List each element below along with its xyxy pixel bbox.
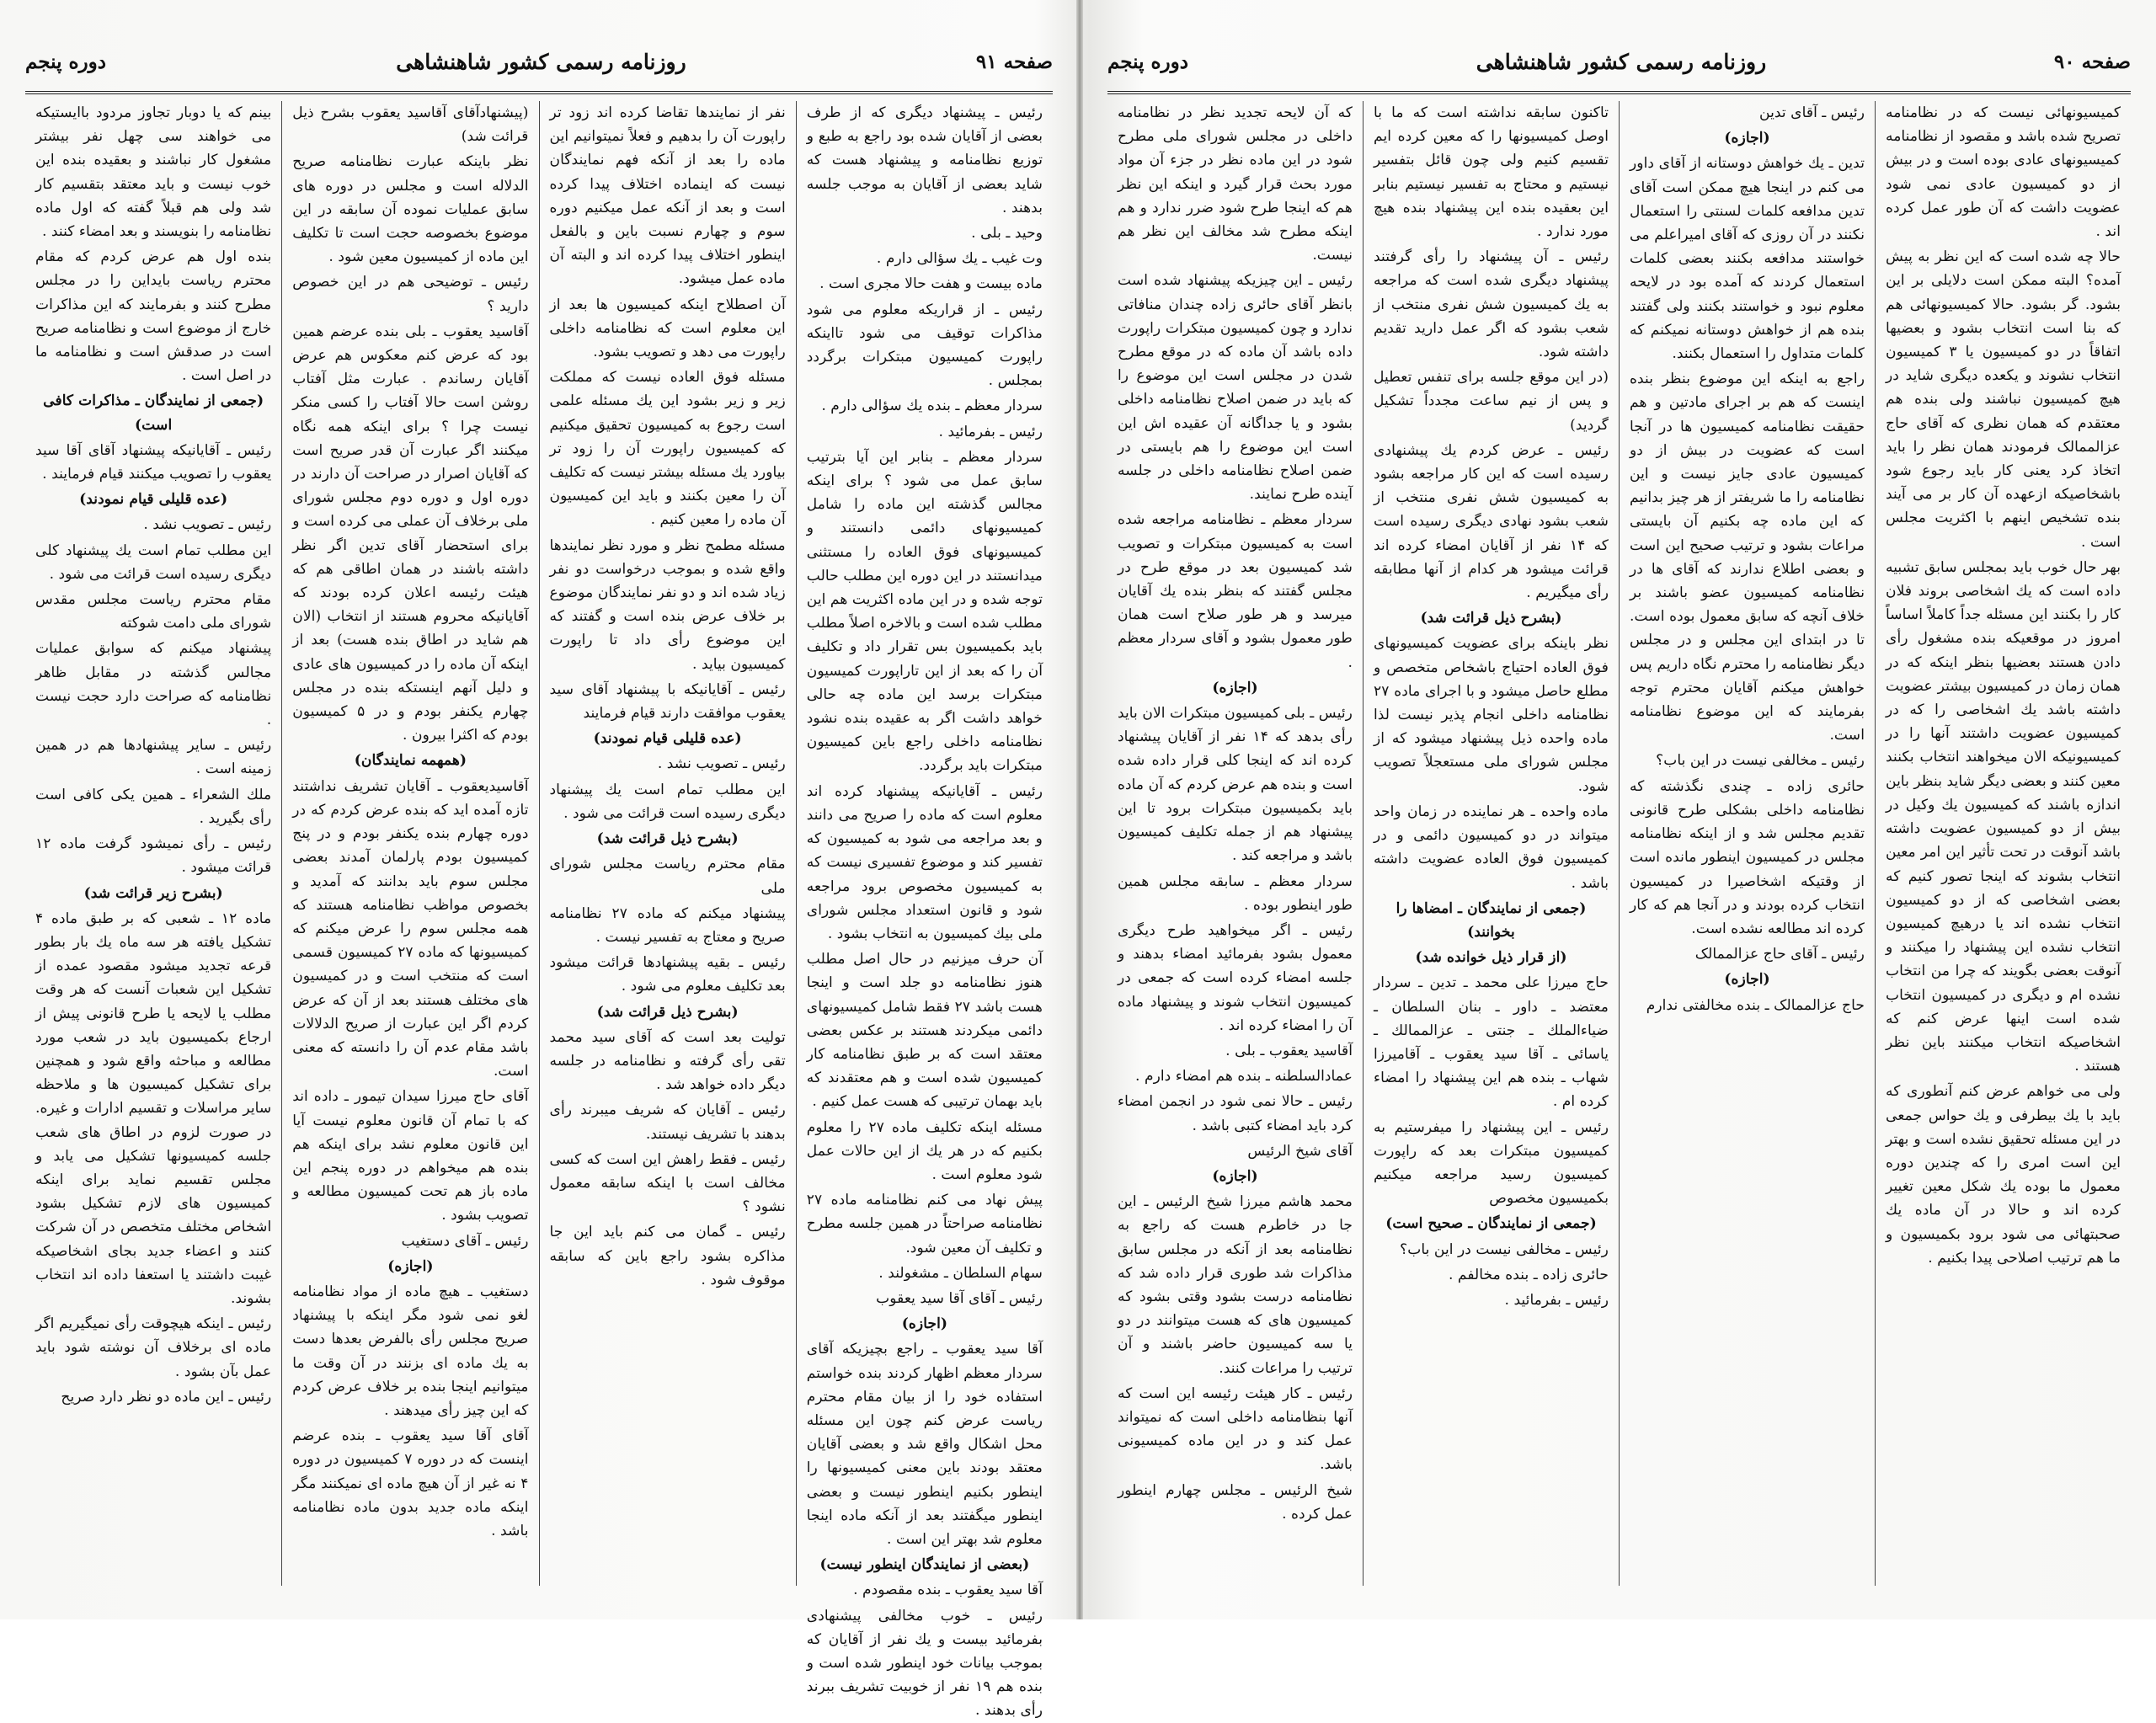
paragraph: نظر باینکه عبارت نظامنامه صریح الدلاله است و مجلس در دوره های سابق عملیات نموده آن سابقه در این موضوع بخصوصه حجت است تا تکلیف این ماده از کمیسیون معین شود . xyxy=(292,153,529,266)
paragraph: تاکنون سابقه نداشته است که ما با اوصل کمیسیونها را که معین کرده ایم تقسیم کنیم ولی چون قائل بتفسیر نیستیم و محتاج به تفسیر نیستیم بنابر این بعقیده بنده این پیشنهاد بنده هیچ مورد ندارد . xyxy=(1374,104,1609,241)
paragraph: رئیس ـ اگر میخواهید طرح دیگری معمول بشود بفرمائید امضاء بدهند و جلسه امضاء کرده است که جمعی در کمیسیون انتخاب شوند و پیشنهاد ماده آن را امضاء کرده اند . xyxy=(1118,921,1353,1034)
paragraph: تدین ـ یك خواهش دوستانه از آقای داور می کنم در اینجا هیچ ممکن است آقای تدین مدافعه کلمات لسنتی را استعمال نکنند در آن روزی که آقای امیراعلم می خواستند مدافعه بکنند بعضی کلمات استعمال کردند که آمده بود در لایحه معلوم نبود و خواستند بکنند ولی گفتند بنده هم از خواهش دوستانه نمیکنم که کلمات متداول را استعمال بکنند. xyxy=(1630,155,1865,363)
paragraph: بنده اول هم عرض کردم که مقام محترم ریاست بایداین را در مجلس مطرح کنند و بفرمایند که این مذاکرات خارج از موضوع است و نظامنامه صریح است در صدقش است و نظامنامه ما در اصل است . xyxy=(35,248,272,385)
paragraph: نظر باینکه برای عضویت کمیسیونهای فوق العاده احتیاج باشخاص متخصص و مطلع حاصل میشود و با اجرای ماده ۲۷ نظامنامه داخلی انجام پذیر نیست لذا ماده واحده ذیل پیشنهاد میشود که از مجلس شورای ملی مستعجلاً تصویب شود. xyxy=(1374,635,1609,795)
left-page xyxy=(0,0,1078,1720)
paragraph: رئیس ـ رأی نمیشود گرفت ماده ۱۲ قرائت میشود . xyxy=(35,835,272,877)
right-page-number: صفحه ۹۰ xyxy=(2053,50,2131,73)
paragraph: رئیس ـ آقایانیکه با پیشنهاد آقای سید یعقوب موافقت دارند قیام فرمایند xyxy=(549,680,786,723)
paragraph: رئیس ـ مخالفی نیست در این باب؟ xyxy=(1656,752,1865,770)
parenthetical-note: (همهمه نمایندگان) xyxy=(354,752,467,770)
parenthetical-note: (عده قلیلی قیام نمودند) xyxy=(593,730,742,748)
right-columns xyxy=(1107,101,2131,1586)
paragraph: رئیس ـ فقط راهش این است که کسی مخالف است با اینکه سابقه معمول نشود ؟ xyxy=(549,1150,786,1216)
left-column-1 xyxy=(796,101,1053,1720)
right-page xyxy=(1082,0,2156,1619)
paragraph: رئیس ـ بفرمائید . xyxy=(1504,1291,1609,1309)
paragraph: رئیس ـ آن پیشنهاد را رأی گرفتند پیشنهاد دیگری شده است که مراجعه به یك کمیسیون شش نفری منتخب از شعب بشود که اگر عمل دارید تقدیم داشته شود. xyxy=(1374,248,1609,361)
left-columns xyxy=(25,101,1053,1720)
paragraph: مقام محترم ریاست مجلس شورای ملی xyxy=(549,856,786,897)
paragraph: آقاسیدیعقوب ـ آقایان تشریف نداشتند تازه آمده اید که بنده عرض کردم که در دوره چهارم بنده یکنفر بودم و در پنج کمیسیون بودم پارلمان آمدند بعضی مجلس سوم باید بدانند که آمدید و بخصوص مواظب نظامنامه هستند که همه مجلس سوم را عرض میکنم که کمیسیونها که ماده ۲۷ کمیسیون قسمی است که منتخب است و در کمیسیون های مختلف هستند بعد از آن که عرض کردم اگر این عبارت از صریح الدلالات باشد مقام عدم آن را دانسته که معنی است. xyxy=(292,777,529,1080)
right-period-label: دوره پنجم xyxy=(1107,50,1189,73)
right-newspaper-title: روزنامه رسمی کشور شاهنشاهی xyxy=(1476,49,1767,74)
parenthetical-note: (جمعی از نمایندگان ـ امضاها را بخوانند) xyxy=(1396,899,1587,941)
paragraph: رئیس ـ کار هیئت رئیسه این است که آنها بنظامنامه داخلی است که نمیتواند عمل کند و در این ماده کمیسیونی باشد. xyxy=(1118,1384,1353,1474)
left-period-label: دوره پنجم xyxy=(25,50,107,73)
paragraph: ماده ۱۲ ـ شعبی که بر طبق ماده ۴ تشکیل یافته هر سه ماه یك بار بطور قرعه تجدید میشود مقصود عمده از تشکیل این شعبات آنست که هر وقت مطلب یا لایحه یا طرح قانونی پیش از ارجاع بکمیسیون باید در شعب مورد مطالعه و مباحثه واقع شود و همچنین برای تشکیل کمیسیون ها و ملاحظه سایر مراسلات و تقسیم ادارات و غیره. در صورت لزوم در اطاق های شعب جلسه کمیسیونها تشکیل می یابد و مجلس تقسیم نماید برای اینکه کمیسیون های لازم تشکیل بشود اشخاص مختلف متخصص در آن شرکت کنند و اعضاء جدید بجای اشخاصیکه غیبت داشتند یا استعفا داده اند انتخاب بشوند. xyxy=(35,910,272,1307)
paragraph: آقا سید یعقوب ـ بنده مقصودم . xyxy=(853,1582,1043,1599)
paragraph: ملك الشعراء ـ همین یکی کافی است رأی بگیرید . xyxy=(35,786,272,827)
right-column-4 xyxy=(1107,101,1363,1586)
left-column-3 xyxy=(281,101,538,1586)
paragraph: رئیس ـ بلی کمیسیون مبتکرات الان باید رأی بدهد که ۱۴ نفر از آقایان پیشنهاد کرده اند که اینجا کلی قرار داده شده است و بنده هم عرض کردم که آن ماده باید بکمیسیون مبتکرات برود تا این پیشنهاد هم از جمله تکلیف کمیسیون باشد و مراجعه کند . xyxy=(1118,705,1353,865)
paragraph: (پیشنهادآقای آقاسید یعقوب بشرح ذیل قرائت شد) xyxy=(292,104,529,146)
paragraph: آن حرف میزنیم در حال اصل مطلب هنوز نظامنامه دو جلد است و اینجا هست باشد ۲۷ فقط شامل کمیسیونهای دائمی میکردند هستند بر عکس بعضی معتقد است که بر طبق نظامنامه کار کمیسیون شده است و هم معتقدند که باید بهمان ترتیبی که هست عمل کنیم . xyxy=(806,951,1043,1111)
paragraph: ولی می خواهم عرض کنم آنطوری که باید با یك بیطرفی و یك حواس جمعی در این مسئله تحقیق نشده است و بهتر این است امری را که چندین دوره معمول ما بوده یك شکل معین تغییر کرده اند و حالا در آن ماده یك صحبتهائی می شود برود بکمیسیون و ما هم ترتیب اصلاحی پیدا بکنیم . xyxy=(1886,1083,2121,1267)
paragraph: پیش نهاد می کنم نظامنامه ماده ۲۷ نظامنامه صراحتاً در همین جلسه مطرح و تکلیف آن معین شود. xyxy=(806,1192,1043,1256)
paragraph: رئیس ـ آقای حاج عزالممالک xyxy=(1694,946,1865,963)
parenthetical-note: (جمعی از نمایندگان ـ مذاکرات کافی است) xyxy=(43,392,264,434)
paragraph: ماده بیست و هفت حالا مجری است . xyxy=(819,275,1043,293)
paragraph: رئیس ـ این پیشنهاد را میفرستیم به کمیسیون مبتکرات بعد که راپورت کمیسیون رسید مراجعه میکنیم بکمیسیون مخصوص xyxy=(1374,1118,1609,1208)
left-masthead xyxy=(25,32,1053,94)
paragraph: دستغیب ـ هیچ ماده از مواد نظامنامه لغو نمی شود مگر اینکه با پیشنهاد صریح مجلس رأی بالفرض بعدها دست به یك ماده ای بزنند در آن وقت ما میتوانیم اینجا بنده بر خلاف عرض کردم که این چیز رأی میدهند . xyxy=(292,1283,529,1419)
paragraph: سردار معظم ـ نظامنامه مراجعه شده است به کمیسیون مبتکرات و تصویب شد کمیسیون بعد در موقع طرح در مجلس گفتند که بنظر بنده یك آقایان میرسد و هر طور صلاح است همان طور معمول بشود و آقای سردار معظم . xyxy=(1118,511,1353,671)
paragraph: رئیس ـ این ماده دو نظر دارد صریح xyxy=(61,1388,272,1406)
right-masthead xyxy=(1107,32,2131,94)
paragraph: سردار معظم ـ سابقه مجلس همین طور اینطور بوده . xyxy=(1118,872,1353,914)
paragraph: آقا سید یعقوب ـ راجع بچیزیکه آقای سردار معظم اظهار کردند بنده خواستم استفاده خود را از بیان مقام محترم ریاست عرض کنم چون این مسئله محل اشکال واقع شد و بعضی آقایان معتقد بودند باین معنی کمیسیونها را اینطور بکنیم اینطور نیست و بعضی اینطور میگفتند بعد از آنکه ماده اینجا معلوم شد بهتر این است . xyxy=(806,1341,1043,1548)
parenthetical-note: (اجازه) xyxy=(1724,971,1770,989)
paragraph: سهام السلطان ـ مشغولند . xyxy=(878,1264,1043,1282)
paragraph: وحید ـ بلی . xyxy=(971,225,1043,243)
paragraph: بینم که یا دوبار تجاوز مردود باایستیکه می خواهند سی چهل نفر بیشتر مشغول کار نباشند و بعقیده بنده این خوب نیست و باید معتقد بتقسیم کار شد ولی هم قبلاً گفته که اول ماده نظامنامه را بنویسند و بعد امضاء کنند . xyxy=(35,104,272,241)
paragraph: آقای حاج میرزا سیدان تیمور ـ داده اند که با تمام آن قانون معلوم نیست آیا این قانون معلوم نشد برای اینکه هم بنده هم میخواهم در دوره پنجم این ماده باز هم تحت کمیسیون مطالعه و تصویب بشود . xyxy=(292,1088,529,1224)
left-column-2 xyxy=(539,101,796,1586)
parenthetical-note: (بشرح ذیل قرائت شد) xyxy=(1420,610,1562,627)
left-page-number: صفحه ۹۱ xyxy=(975,50,1053,73)
paragraph: رئیس ـ پیشنهاد دیگری که از طرف بعضی از آقایان شده بود راجع به طبع و توزیع نظامنامه و پیشنهاد هست که شاید بعضی از آقایان به موجب جلسه بدهند . xyxy=(806,104,1043,216)
parenthetical-note: (بشرح ذیل قرائت شد) xyxy=(596,830,739,848)
paragraph: مسئله فوق العاده نیست که مملکت زیر و زیر بشود این یك مسئله علمی است رجوع به کمیسیون تحقیق میکنیم که کمیسیون راپورت آن را زود تر بیاورد یك مسئله بیشتر نیست که تکلیف آن را معین بکنند و باید این کمیسیون آن ماده را معین کنیم . xyxy=(549,369,786,529)
paragraph: رئیس ـ تصویب نشد . xyxy=(657,755,786,773)
paragraph: پیشنهاد میکنم که سوابق عملیات مجالس گذشته در مقابل ظاهر نظامنامه که صراحت دارد حجت نیست . xyxy=(35,640,272,729)
paragraph: رئیس ـ بقیه پیشنهادها قرائت میشود بعد تکلیف معلوم می شود . xyxy=(549,954,786,995)
paragraph: شیخ الرئیس ـ مجلس چهارم اینطور عمل کرده . xyxy=(1118,1481,1353,1523)
parenthetical-note: (اجازه) xyxy=(901,1315,947,1333)
paragraph: رئیس ـ آقای تدین xyxy=(1759,104,1865,121)
paragraph: رئیس ـ سایر پیشنهادها هم در همین زمینه است . xyxy=(35,737,272,778)
paragraph: رئیس ـ آقایانیکه پیشنهاد کرده اند معلوم است که ماده را صریح می دانند و بعد مراجعه می شود به کمیسیون که تفسیر کند و موضوع تفسیری نیست که به کمیسیون مخصوص برود مراجعه شود و قانون استعداد مجلس شورای ملی بیك کمیسیون به انتخاب بشود . xyxy=(806,782,1043,942)
paragraph: ماده واحده ـ هر نماینده در زمان واحد میتواند در دو کمیسیون دائمی و در کمیسیون فوق العاده عضویت داشته باشد . xyxy=(1374,803,1609,892)
left-column-4 xyxy=(25,101,281,1586)
paragraph: وت غیب ـ یك سؤالی دارم . xyxy=(876,250,1043,268)
paragraph: مقام محترم ریاست مجلس مقدس شورای ملی دامت شوکته xyxy=(35,591,272,632)
paragraph: مسئله اینکه تکلیف ماده ۲۷ را معلوم بکنیم که در هر یك از این حالات عمل شود معلوم است . xyxy=(806,1118,1043,1183)
paragraph: مسئله مطمح نظر و مورد نظر نمایندها واقع شده و بموجب درخواست دو نفر زیاد شده اند و دو نفر نمایندگان موضوع بر خلاف عرض بنده است و گفتند که این موضوع رأی داد تا راپورت کمیسیون بیاید . xyxy=(549,536,786,673)
paragraph: آقای شیخ الرئیس xyxy=(1247,1142,1353,1160)
paragraph: رئیس ـ اینکه هیچوقت رأی نمیگیریم اگر ماده ای برخلاف آن نوشته شود باید عمل بآن بشود . xyxy=(35,1315,272,1380)
paragraph: پیشنهاد میکنم که ماده ۲۷ نظامنامه صریح و معتاج به تفسیر نیست . xyxy=(549,904,786,946)
paragraph: رئیس ـ آقای آقا سید یعقوب xyxy=(876,1289,1043,1307)
paragraph: رئیس ـ آقایانیکه پیشنهاد آقای آقا سید یعقوب را تصویب میکنند قیام فرمایند . xyxy=(35,441,272,483)
paragraph: راجع به اینکه این موضوع بنظر بنده اینست که هم بر اجرای مادتین و هم حقیقت نظامنامه کمیسیون ها در آنجا است که عضویت در بیش از دو کمیسیون عادی جایز نیست و این نظامنامه را ما شریفتر از هر چیز بدانیم که این ماده چه بکنیم آن بایستی مراعات بشود و ترتیب صحیح این است و بعضی اطلاع ندارند که آقای ها در نظامنامه کمیسیون عضو باشند بر خلاف آنچه که سابق معمول بوده است. تا در ابتدای این مجلس و در مجلس دیگر نظامنامه را محترم نگاه داریم پس خواهش میکنم آقایان محترم توجه بفرمایند که این موضوع نظامنامه است. xyxy=(1630,371,1865,744)
parenthetical-note: (اجازه) xyxy=(1212,679,1258,696)
paragraph: رئیس ـ گمان می کنم باید این جا مذاکره بشود راجع باین که سابقه موقوف شود . xyxy=(549,1224,786,1288)
paragraph: رئیس ـ حالا نمی شود در انجمن امضاء کرد باید امضاء کتبی باشد . xyxy=(1118,1093,1353,1134)
paragraph: تولیت بعد است که آقای سید محمد تقی رأی گرفته و نظامنامه در جلسه دیگر داده خواهد شد . xyxy=(549,1028,786,1094)
paragraph: آقاسید یعقوب ـ بلی بنده عرضم همین بود که عرض کنم معکوس هم عرض آقایان رساندم . عبارت مثل آفتاب روشن است حالا آفتاب را کسی منکر نیست چرا ؟ برای اینکه همه نگاه میکنند اگر عبارت آن قدر صریح است که آقایان اصرار در صراحت آن دارند در دوره اول و دوره دوم مجلس شورای ملی برخلاف آن عملی می کرده است و برای استحضار آقای تدین اگر نظر داشته باشند در همان اطاقی هم که هیئت رئیسه اعلان کرده بودند که آقایانیکه محروم هستند از انتخاب (الان هم شاید در اطاق بنده هست) بعد از اینکه آن ماده را در کمیسیون های عادی و دلیل آنهم اینستکه بنده در مجلس چهارم یکنفر بودم و در ۵ کمیسیون بودم که اکثرا بیرون . xyxy=(292,323,529,744)
paragraph: آقای آقا سید یعقوب ـ بنده عرضم اینست که در دوره ۷ کمیسیون در دوره ۴ نه غیر از آن هیچ ماده ای نمیکنند مگر اینکه ماده جدید بدون ماده نظامنامه باشد . xyxy=(292,1427,529,1539)
paragraph: سردار معظم ـ بنده یك سؤالی دارم . xyxy=(821,397,1043,415)
paragraph: رئیس ـ بفرمائید . xyxy=(938,423,1043,440)
parenthetical-note: (اجازه) xyxy=(1212,1167,1258,1185)
parenthetical-note: (اجازه) xyxy=(387,1257,434,1275)
paragraph: رئیس ـ تصویب نشد . xyxy=(143,516,272,534)
parenthetical-note: (عده قلیلی قیام نمودند) xyxy=(79,491,228,509)
paragraph: رئیس ـ مخالفی نیست در این باب؟ xyxy=(1400,1240,1609,1258)
paragraph: آن اصطلاح اینکه کمیسیون ها بعد از این معلوم است که نظامنامه داخلی راپورت می دهد و تصویب بشود. xyxy=(549,296,786,361)
paragraph: بهر حال خوب باید بمجلس سابق تشبیه داده است که یك اشخاصی بروند فلان کار را بکنند این مسئله جداً کاملاً اساساً امروز در موقعیکه بنده مشغول رأی دادن هستند بعضیها بنظر اینکه که در همان زمان در کمیسیون بیشتر عضویت داشته باشد یك اشخاصی را که در کمیسیون عضویت داشتند آنها را در کمیسیونیکه الان میخواهند انتخاب بکنند معین کنند و بعضی دیگر شاید بنظر باین اندازه باشند که کمیسیون یك وکیل در بیش از دو کمیسیون عضویت داشته باشد آنوقت در تحت تأثیر این امر معین انتخاب بشوند که اینجا تصور کنیم که بعضی اشخاصی که از دو کمیسیون انتخاب نشده اند یا درهیچ کمیسیون انتخاب نشده این پیشنهاد را میکنند و آنوقت بعضی بگویند که چرا من انتخاب نشده ام و دیگری در کمیسیون انتخاب شده است اینها عرض کنم که اشخاصیکه انتخاب میکنند باین نظر هستند . xyxy=(1886,558,2121,1075)
parenthetical-note: (جمعی از نمایندگان ـ صحیح است) xyxy=(1385,1215,1597,1233)
paragraph: حالا چه شده است که این نظر به پیش آمده؟ البته ممکن است دلایلی بر این بشود. گر بشود. حالا کمیسیونهائی هم که بنا است انتخاب بشود و بعضیها اتفاقاً در دو کمیسیون یا ۳ کمیسیون انتخاب نشوند و یکعده دیگری شاید در هیچ کمیسیون نباشند ولی بنده هم معتقدم که همان نظری که آقای حاج عزالممالک فرمودند همان نظر را باید اتخاذ کرد یعنی کار باید رجوع شود باشخاصیکه ازعهده آن کار بر می آیند بنده تشخیص اینهم با اکثریت مجلس است . xyxy=(1886,248,2121,551)
paragraph: حاج عزالممالک ـ بنده مخالفتی ندارم xyxy=(1646,996,1865,1014)
paragraph: حائری زاده ـ بنده مخالفم . xyxy=(1448,1266,1609,1283)
paragraph: حائری زاده ـ چندی نگذشته که نظامنامه داخلی بشکلی طرح قانونی تقدیم مجلس شد و از اینکه نظامنامه مجلس در کمیسیون اینطور مانده است از وقتیکه اشخاصیرا در کمیسیون انتخاب کرده بودند و در آنجا هم که کار کرده اند مطالعه نشده است. xyxy=(1630,777,1865,937)
left-newspaper-title: روزنامه رسمی کشور شاهنشاهی xyxy=(396,49,686,74)
parenthetical-note: (بشرح ذیل قرائت شد) xyxy=(596,1003,739,1021)
parenthetical-note: (بشرح زیر قرائت شد) xyxy=(83,884,223,902)
paragraph: نفر از نمایندها تقاضا کرده اند زود تر راپورت آن را بدهیم و فعلاً نمیتوانیم این ماده را بعد از آنکه فهم نمایندگان نیست که اینماده اختلاف پیدا کرده است و بعد از آنکه عمل میکنیم دوره سوم و چهارم نسبت باین و بالفعل اینطور اختلاف پیدا کرده اند و البته آن ماده عمل میشود. xyxy=(549,104,786,288)
paragraph: رئیس ـ آقایان که شریف میبرند رأی بدهند با تشریف نیستند. xyxy=(549,1102,786,1143)
paragraph: رئیس ـ توضیحی هم در این خصوص دارید ؟ xyxy=(292,274,529,315)
paragraph: رئیس ـ عرض کردم یك پیشنهادی رسیده است که این کار مراجعه بشود به کمیسیون شش نفری منتخب از شعب بشود نهادی دیگری رسیده است که ۱۴ نفر از آقایان امضاء کرده اند قرائت میشود هر کدام از آنها مطابقه رأی میگیریم . xyxy=(1374,441,1609,602)
right-column-1 xyxy=(1875,101,2131,1586)
parenthetical-note: (از قرار ذیل خوانده شد) xyxy=(1415,949,1567,967)
parenthetical-note: (اجازه) xyxy=(1724,130,1770,147)
paragraph: کمیسیونهائی نیست که در نظامنامه تصریح شده باشد و مقصود از نظامنامه کمیسیونهای عادی بوده است و در بیش از دو کمیسیون عادی نمی شود عضویت داشت که آن طور عمل کرده اند . xyxy=(1886,104,2121,241)
paragraph: این مطلب تمام است یك پیشنهاد دیگری رسیده است قرائت می شود . xyxy=(549,781,786,822)
right-column-3 xyxy=(1363,101,1619,1586)
parenthetical-note: (بعضی از نمایندگان اینطور نیست) xyxy=(819,1556,1030,1574)
paragraph: که آن لایحه تجدید نظر در نظامنامه داخلی در مجلس شورای ملی مطرح شود در این ماده نظر در جزء آن مواد مورد بحث قرار گیرد و اینکه این نظر هم که اینجا طرح شود ضرر ندارد و هم اینکه مطرح شد مخالف این نظر هم نیست. xyxy=(1118,104,1353,264)
paragraph: رئیس ـ این چیزیکه پیشنهاد شده است بانظر آقای حائری زاده چندان منافاتی ندارد و چون کمیسیون مبتکرات راپورت داده باشد آن ماده که در موقع مطرح شدن در مجلس است این موضوع را که باید در ضمن اصلاح نظامنامه داخلی بشود و یا جداگانه آن عقیده اش این است این موضوع را هم بایستی در ضمن اصلاح نظامنامه داخلی در جلسه آینده طرح نمایند. xyxy=(1118,272,1353,504)
paragraph: سردار معظم ـ بنابر این آیا بترتیب سابق عمل می شود ؟ برای اینکه مجالس گذشته این ماده را شامل کمیسیونهای دائمی دانستند و کمیسیونهای فوق العاده را مستثنی میدانستند در این دوره این مطلب حالب توجه شده و در این ماده اکثریت هم این مطلب شده است و بالاخره اصلاً مطلب باید بکمیسیون بس تقرار داد و تکلیف آن را که بعد از این تاراپورت کمیسیون مبتکرات برسد این ماده چه حالی خواهد داشت اگر به عقیده بنده نشود نظامنامه داخلی راجع باین کمیسیون مبتکرات باید برگردد. xyxy=(806,448,1043,775)
paragraph: رئیس ـ خوب مخالفی پیشنهادی بفرمائید بیست و یك نفر از آقایان که بموجب بیانات خود اینطور شده است و بنده هم ۱۹ نفر از خوبیت تشریف ببرند رأی بدهند . xyxy=(806,1607,1043,1720)
paragraph: این مطلب تمام است یك پیشنهاد کلی دیگری رسیده است قرائت می شود . xyxy=(35,541,272,583)
paragraph: رئیس ـ از قراریکه معلوم می شود مذاکرات توقیف می شود تااینکه راپورت کمیسیون مبتکرات برگردد بمجلس . xyxy=(806,301,1043,390)
paragraph: محمد هاشم میرزا شیخ الرئیس ـ این جا در خاطرم هست که راجع به نظامنامه بعد از آنکه در مجلس سابق مذاکرات شد طوری قرار داده شد که نظامنامه درست بشود وقتی بشود که کمیسیون های که هست میتوانند در دو یا سه کمیسیون حاضر باشند و آن ترتیب را مراعات کنند. xyxy=(1118,1193,1353,1377)
paragraph: رئیس ـ آقای دستغیب xyxy=(401,1232,529,1250)
paragraph: (در این موقع جلسه برای تنفس تعطیل و پس از نیم ساعت مجدداً تشکیل گردید) xyxy=(1374,369,1609,434)
right-column-2 xyxy=(1619,101,1875,1586)
paragraph: آقاسید یعقوب ـ بلی . xyxy=(1225,1042,1353,1059)
paragraph: حاج میرزا علی محمد ـ تدین ـ سردار معتضد ـ داور ـ بنان السلطان ـ ضیاءالملك ـ جنتی ـ عزالممالك ـ یاسائی ـ آقا سید یعقوب ـ آقامیرزا شهاب ـ بنده هم این پیشنهاد را امضاء کرده ام . xyxy=(1374,974,1609,1111)
paragraph: عمادالسلطنه ـ بنده هم امضاء دارم . xyxy=(1135,1068,1353,1086)
